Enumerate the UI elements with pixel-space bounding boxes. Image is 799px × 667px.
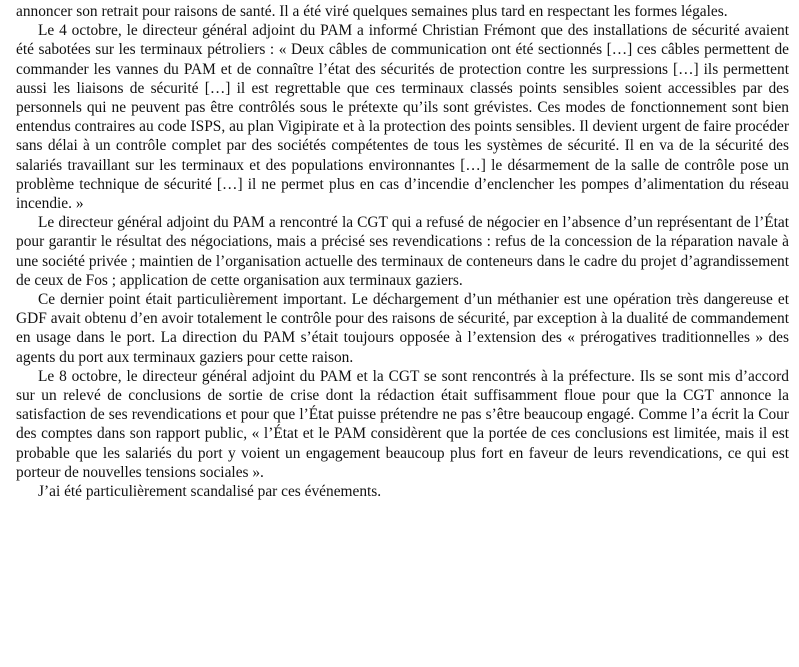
paragraph-sabotage-report: Le 4 octobre, le directeur général adjoint du PAM a informé Christian Frémont que des installations de sécurité avaient été sabotées sur les terminaux pétroliers : « Deux câbles de communication ont été sectionnés […] ces câbles permettent de commander les vannes du PAM et de connaître l’état des sécurités de protection contre les surpressions […] ils permettent aussi les liaisons de sécurité […] il est regrettable que ces terminaux classés points sensibles soient accessibles par des personnels qui ne peuvent pas être contrôlés sous le prétexte qu’ils sont grévistes. Ces modes de fonctionnement sont bien entendus contraires au code ISPS, au plan Vigipirate et à la protection des points sensibles. Il devient urgent de faire procéder sans délai à un contrôle complet par des sociétés compétentes de tous les systèmes de sécurité. Il en va de la sécurité des salariés travaillant sur les terminaux et des populations environnantes […] le désarmement de la salle de contrôle pose un problème technique de sécurité […] il ne permet plus en cas d’incendie d’enclencher les pompes d’alimentation du réseau incendie. » — [16, 22, 789, 213]
paragraph-continuation: annoncer son retrait pour raisons de santé. Il a été viré quelques semaines plus tard en respectant les formes légales. — [16, 3, 728, 20]
paragraph-cgt-demands: Le directeur général adjoint du PAM a rencontré la CGT qui a refusé de négocier en l’absence d’un représentant de l’État pour garantir le résultat des négociations, mais a précisé ses revendications : refus de la concession de la réparation navale à une société privée ; maintien de l’organisation actuelle des terminaux de conteneurs dans le cadre du projet d’agrandissement de ceux de Fos ; application de cette organisation aux terminaux gaziers. — [16, 214, 789, 289]
document-page — [16, 2, 789, 501]
paragraph-conclusion: J’ai été particulièrement scandalisé par ces événements. — [38, 483, 382, 501]
paragraph-prefecture-meeting: Le 8 octobre, le directeur général adjoint du PAM et la CGT se sont rencontrés à la préfecture. Ils se sont mis d’accord sur un relevé de conclusions de sortie de crise dont la rédaction était suffisamment floue pour que la CGT annonce la satisfaction de ses revendications et pour que l’État puisse prétendre ne pas s’être beaucoup engagé. Comme l’a écrit la Cour des comptes dans son rapport public, « l’État et le PAM considèrent que la portée de ces conclusions est limitée, mais il est probable que les salariés du port y voient un engagement beaucoup plus fort en faveur de leurs revendications, ce qui est porteur de nouvelles tensions sociales ». — [16, 367, 789, 481]
paragraph-gas-terminals: Ce dernier point était particulièrement important. Le déchargement d’un méthanier est une opération très dangereuse et GDF avait obtenu d’en avoir totalement le contrôle pour des raisons de sécurité, par exception à la dualité de commandement en usage dans le port. La direction du PAM s’était toujours opposée à l’extension des « prérogatives traditionnelles » des agents du port aux terminaux gaziers pour cette raison. — [16, 291, 789, 366]
